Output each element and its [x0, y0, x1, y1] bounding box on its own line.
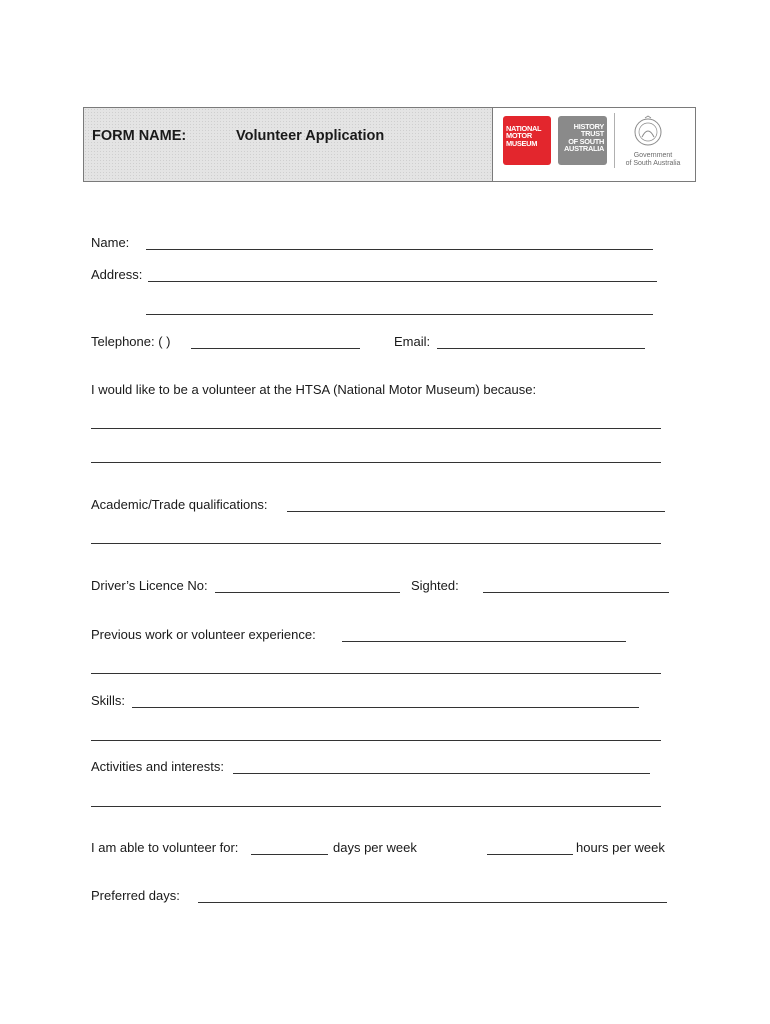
telephone-label: Telephone: ( ) [91, 334, 171, 349]
address-input-line-2[interactable] [146, 314, 653, 315]
hours-per-week-label: hours per week [576, 840, 665, 855]
activities-label: Activities and interests: [91, 759, 224, 774]
qualifications-label: Academic/Trade qualifications: [91, 497, 268, 512]
email-label: Email: [394, 334, 431, 349]
activities-input-line-1[interactable] [233, 773, 650, 774]
qualifications-input-line-1[interactable] [287, 511, 665, 512]
qualifications-input-line-2[interactable] [91, 543, 661, 544]
government-of-south-australia-text: Government of South Australia [625, 152, 681, 167]
sighted-input-line[interactable] [483, 592, 669, 593]
hours-per-week-input-line[interactable] [487, 854, 573, 855]
days-per-week-input-line[interactable] [251, 854, 328, 855]
activities-input-line-2[interactable] [91, 806, 661, 807]
form-header-title-cell [84, 108, 493, 181]
name-input-line[interactable] [146, 249, 653, 250]
licence-label: Driver’s Licence No: [91, 578, 208, 593]
skills-label: Skills: [91, 693, 125, 708]
experience-input-line-2[interactable] [91, 673, 661, 674]
logo-cell [493, 108, 695, 181]
skills-input-line-1[interactable] [132, 707, 639, 708]
address-input-line-1[interactable] [148, 281, 657, 282]
address-label: Address: [91, 267, 143, 282]
skills-input-line-2[interactable] [91, 740, 661, 741]
form-title: Volunteer Application [236, 128, 385, 144]
experience-input-line-1[interactable] [342, 641, 626, 642]
government-crest-icon [632, 115, 664, 150]
preferred-days-label: Preferred days: [91, 888, 180, 903]
email-input-line[interactable] [437, 348, 645, 349]
preferred-days-input-line[interactable] [198, 902, 667, 903]
name-label: Name: [91, 235, 130, 250]
form-name-label: FORM NAME: [92, 128, 187, 144]
licence-input-line[interactable] [215, 592, 400, 593]
national-motor-museum-logo: NATIONAL MOTOR MUSEUM [503, 116, 551, 165]
days-per-week-label: days per week [333, 840, 417, 855]
telephone-input-line[interactable] [191, 348, 360, 349]
sighted-label: Sighted: [411, 578, 459, 593]
reason-input-line-1[interactable] [91, 428, 661, 429]
form-header [83, 107, 696, 182]
history-trust-logo: HISTORY TRUST OF SOUTH AUSTRALIA [558, 116, 607, 165]
reason-label: I would like to be a volunteer at the HTSA (National Motor Museum) because: [91, 382, 537, 397]
reason-input-line-2[interactable] [91, 462, 661, 463]
experience-label: Previous work or volunteer experience: [91, 627, 316, 642]
volunteer-for-label: I am able to volunteer for: [91, 840, 239, 855]
